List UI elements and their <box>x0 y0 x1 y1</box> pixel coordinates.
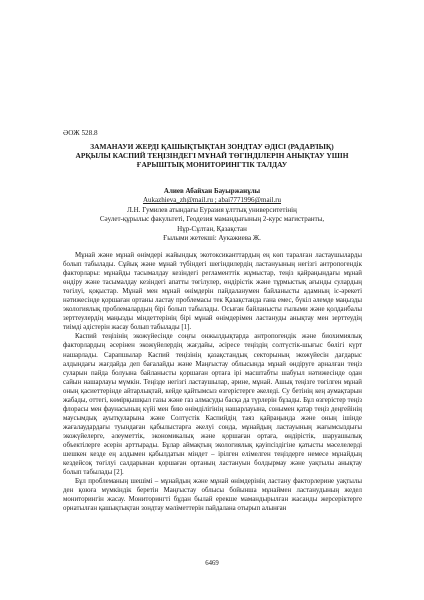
paragraph: Каспий теңізінің экожүйесінде соңғы онжылдықтарда антропогендік және биохимиялық факторлардың әсерінен экожүйелердің жағдайы, әсіресе теңіздің солтүстік-шығыс бөлігі күрт нашарлады. Сарапшылар Каспий теңізінің қазақстандық секторының экожүйесін дағдарыс алдындағы жағдайда деп бағалайды және Маңғыстау облысында мұнай өндіруге арналған теңіз суларын пайда болуына байланысты қоршаған ортаға ірі масштабты шабуыл нәтижесінде одан сайын нашарлауы мүмкін. Теңізде негізгі ластаушылар, әрине, мұнай. Ашық теңізге төгілген мұнай оның қасиеттерінде айтарлықтай, кейде қайтымсыз өзгерістерге әкеледі. Су бетінің кең аумақтарын жабады, оттегі, көмірқышқыл газы және газ алмасуды басқа да түрлерін бұзады. Бұл өзгерістер теңіз флорасы мен фаунасының күйі мен бию өнімділігінің нашарлауына, сонымен қатар теңіз деңгейінің маусымдық ауытқуларына және Солтүстік Каспийдің таяз қайраңында және оның ішінде жағалаудардағы туындаған қабылыстарға әкелуі сонда, мұнайдың ластауының жағымсыздығы экожүйелерге, әлеуметтік, экономикалық және қоршаған ортаға, өндірістік, шаруашылық объектілерге әсерін арттырады. Бұлар аймақтың экологиялық қауіпсіздігіне қатысты мәселелерді шешкен кезде ең алдымен қабылдатын міндет – ірілген елімелген теңіздерге немесе мұнайдың кездейсоқ төгілуі салдарынан қоршаған ортаның ластануын болдырмау және уақтылы анықтау болып табылады [2]. <box>63 333 362 477</box>
author-city: Нұр-Сұлтан, Қазақстан <box>177 224 247 233</box>
author-university: Л.Н. Гумилев атындағы Еуразия ұлттық университетінің <box>127 205 297 214</box>
paragraph: Мұнай және мұнай өнімдері жайындық экотоксиканттардың ең көп таралған ластаушыларды болып табылады. Сұйық және мұнай түбіндегі шегіндилердің ластануының негізгі антропогендік факторлары: мұнайды тасымалдау кезіндегі регламенттік жұмыстар, теңіз қайраңындағы мұнай өндіру және тасымалдау кезіндегі апатты төгілулер, өндірістік және тұрмыстық ағынды сулардың төгілуі, қоқыстар. Мұнай мен мұнай өнімдерін пайдаланумен байланысты адамның іс-әрекеті нәтижесінде қоршаған ортаны ластау проблемасы тек Қазақстанда ғана емес, бүкіл әлемде маңызды экологиялық проблемалардың бірі болып табылады. Осыған байланысты ғылыми және қолданбалы зерттеулердің маңызды міндеттерінің бірі мұнай өнімдерімен ластануды анықтау мен зерттеудің тиімді әдістерін жасау болып табылады [1]. <box>63 252 362 332</box>
author-name: Алиев Абайхан Бауыржанұлы <box>163 187 261 195</box>
author-supervisor: Ғылыми жетекші: Аукажиева Ж. <box>163 234 261 243</box>
author-faculty: Сәулет-құрылыс факультеті, Геодезия мамандығының 2-курс магистранты, <box>99 215 325 224</box>
paragraph: Бұл проблеманың шешімі – мұнайдың және мұнай өнімдерінің ластану факторлерине уақтылы ден қоюға мүмкіндік беретін Маңғыстау облысы бойынша мұнаймен ластанудының жедел мониторингін жасау. Мониторингті бұдан былай ерекше мамандырылған жасанды жерсеріктерге орнатылған қашықтықтан зондтау мәліметтерін пайдалана отырып алынған <box>63 478 362 513</box>
author-email[interactable]: Aukazhieva_zh@mail.ru ; abai7771996@mail.ru <box>142 196 282 205</box>
udc-code: ӘОЖ 528.8 <box>63 129 98 137</box>
paper-title <box>60 143 364 169</box>
author-block <box>60 187 364 243</box>
page-number: 6469 <box>205 560 219 567</box>
title-line: ҒАРЫШТЫҚ МОНИТОРИНГТІК ТАЛДАУ <box>136 159 288 169</box>
title-line: ЗАМАНАУИ ЖЕРДІ ҚАШЫҚТЫҚТАН ЗОНДТАУ ӘДІСІ (РАДАРЛЫҚ) <box>90 142 334 151</box>
body-text <box>63 251 362 513</box>
title-line: АРҚЫЛЫ КАСПИЙ ТЕҢІЗІНДЕГІ МҰНАЙ ТӨГІНДІЛЕРІН АНЫҚТАУ ҮШІН <box>75 150 349 160</box>
